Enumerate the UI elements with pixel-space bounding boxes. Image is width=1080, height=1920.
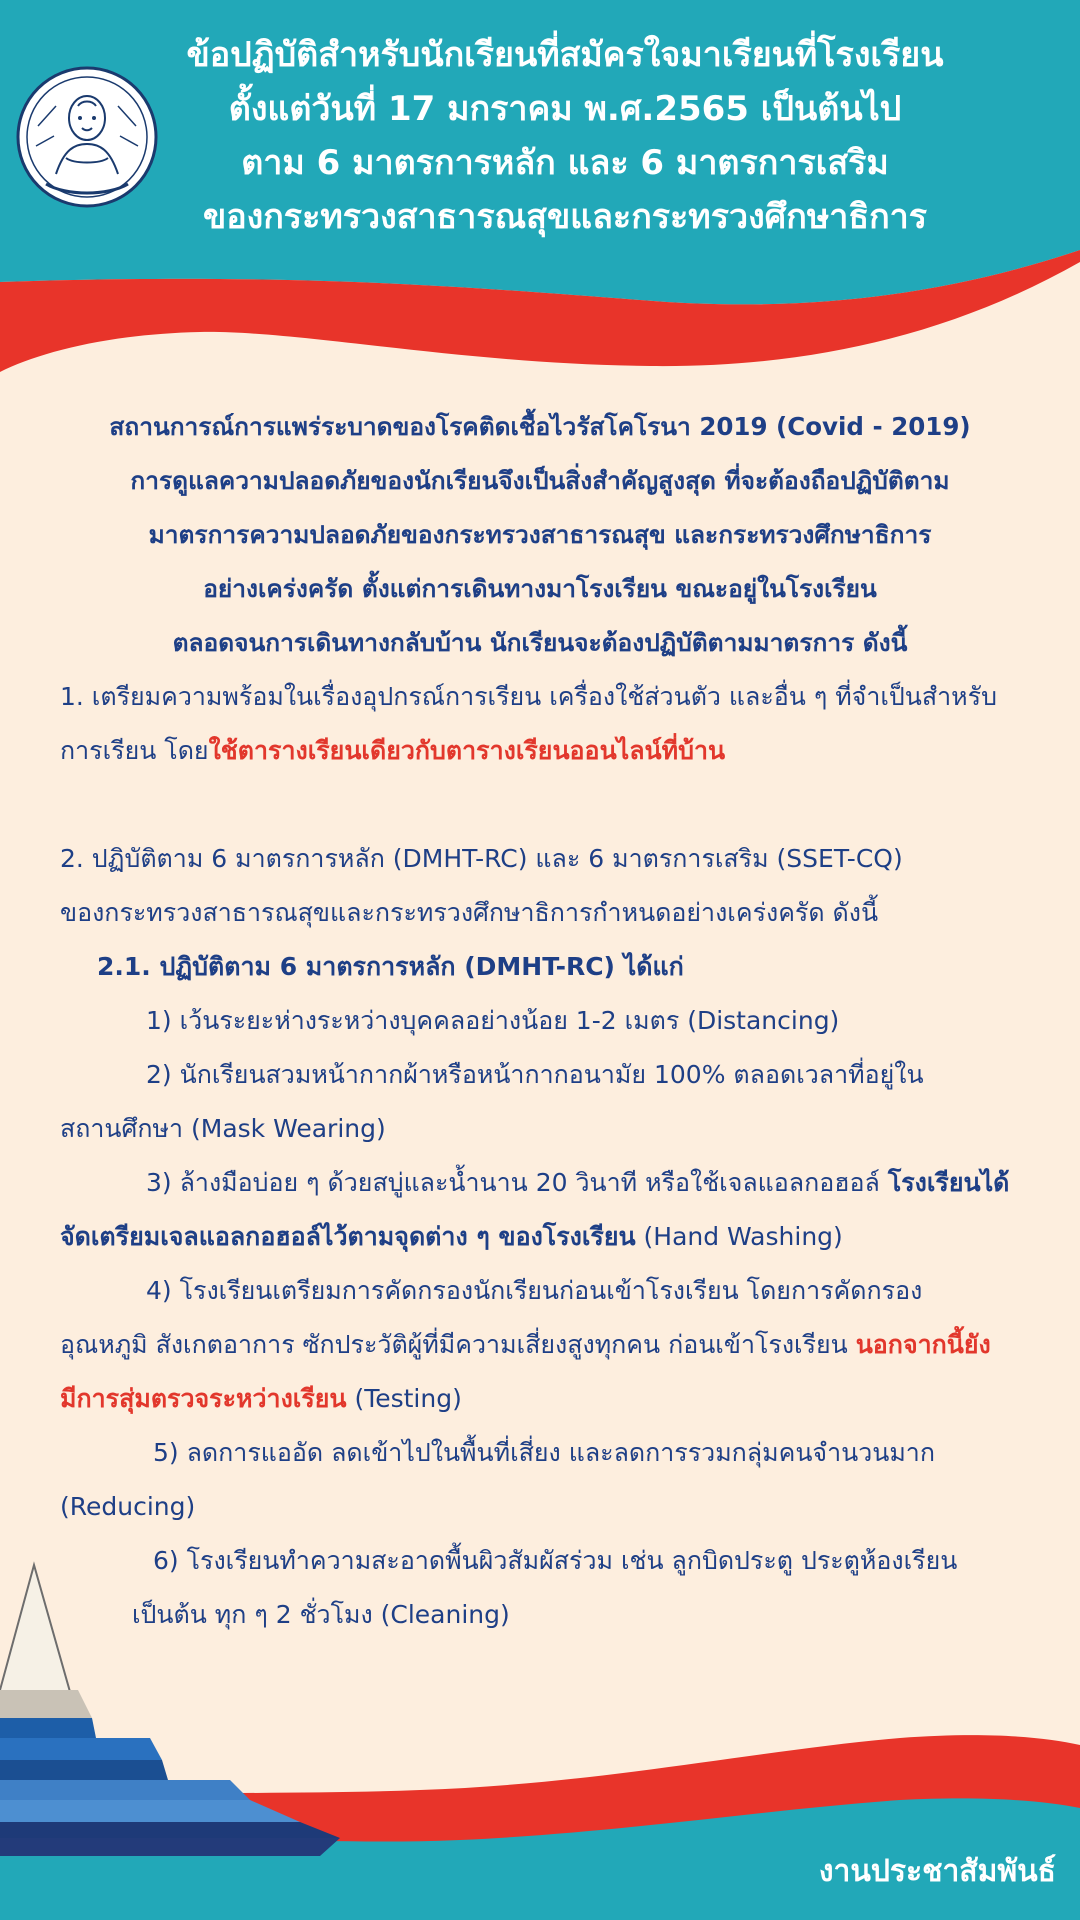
measure-4-line [60, 1372, 1020, 1426]
item-2-line: ของกระทรวงสาธารณสุขและกระทรวงศึกษาธิการกำหนดอย่างเคร่งครัด ดังนี้ [60, 898, 879, 927]
measure-6-line: เป็นต้น ทุก ๆ 2 ชั่วโมง (Cleaning) [132, 1600, 510, 1629]
item-2-line: 2. ปฏิบัติตาม 6 มาตรการหลัก (DMHT-RC) และ 6 มาตรการเสริม (SSET-CQ) [60, 844, 903, 873]
item-1-prefix: การเรียน โดย [60, 736, 209, 765]
item-1-line [60, 724, 1020, 778]
measure-3-text: 3) ล้างมือบ่อย ๆ ด้วยสบู่และน้ำนาน 20 วินาที หรือใช้เจลแอลกอฮอล์ [146, 1168, 888, 1197]
measure-2-line: สถานศึกษา (Mask Wearing) [60, 1114, 386, 1143]
measure-4-highlight: นอกจากนี้ยัง [855, 1330, 991, 1359]
item-1-highlight: ใช้ตารางเรียนเดียวกับตารางเรียนออนไลน์ที่บ้าน [208, 736, 726, 765]
measure-2-line: 2) นักเรียนสวมหน้ากากผ้าหรือหน้ากากอนามัย 100% ตลอดเวลาที่อยู่ใน [146, 1060, 924, 1089]
measure-4-line: 4) โรงเรียนเตรียมการคัดกรองนักเรียนก่อนเข้าโรงเรียน โดยการคัดกรอง [146, 1276, 923, 1305]
measure-5-line: (Reducing) [60, 1492, 196, 1521]
measure-5-line: 5) ลดการแออัด ลดเข้าไปในพื้นที่เสี่ยง และลดการรวมกลุ่มคนจำนวนมาก [153, 1438, 935, 1467]
measure-6-line: 6) โรงเรียนทำความสะอาดพื้นผิวสัมผัสร่วม เช่น ลูกบิดประตู ประตูห้องเรียน [153, 1546, 958, 1575]
school-logo [16, 66, 158, 208]
content-body [60, 400, 1020, 1642]
intro-line: สถานการณ์การแพร่ระบาดของโรคติดเชื้อไวรัสโคโรนา 2019 (Covid - 2019) [109, 412, 971, 441]
measure-4-line [60, 1318, 1020, 1372]
intro-line: ตลอดจนการเดินทางกลับบ้าน นักเรียนจะต้องปฏิบัติตามมาตรการ ดังนี้ [172, 628, 908, 657]
item-1-line: 1. เตรียมความพร้อมในเรื่องอุปกรณ์การเรียน เครื่องใช้ส่วนตัว และอื่น ๆ ที่จำเป็นสำหรับ [60, 682, 997, 711]
measure-4-text: อุณหภูมิ สังเกตอาการ ซักประวัติผู้ที่มีความเสี่ยงสูงทุกคน ก่อนเข้าโรงเรียน [60, 1330, 856, 1359]
measure-3-text: (Hand Washing) [635, 1222, 843, 1251]
measure-4-highlight: มีการสุ่มตรวจระหว่างเรียน [60, 1384, 347, 1413]
header-title-line: ตาม 6 มาตรการหลัก และ 6 มาตรการเสริม [241, 143, 889, 183]
measure-4-text: (Testing) [346, 1384, 462, 1413]
measure-3-line [60, 1210, 1020, 1264]
measure-3-bold: โรงเรียนได้ [887, 1168, 1010, 1197]
header-title-line: ตั้งแต่วันที่ 17 มกราคม พ.ศ.2565 เป็นต้นไป [228, 89, 902, 129]
spacer [60, 778, 1020, 832]
header-title-line: ของกระทรวงสาธารณสุขและกระทรวงศึกษาธิการ [202, 197, 928, 237]
measure-3-line [60, 1156, 1020, 1210]
footer-label: งานประชาสัมพันธ์ [818, 1854, 1056, 1889]
measure-1: 1) เว้นระยะห่างระหว่างบุคคลอย่างน้อย 1-2 เมตร (Distancing) [146, 1006, 840, 1035]
intro-line: มาตรการความปลอดภัยของกระทรวงสาธารณสุข และกระทรวงศึกษาธิการ [148, 520, 932, 549]
intro-line: การดูแลความปลอดภัยของนักเรียนจึงเป็นสิ่งสำคัญสูงสุด ที่จะต้องถือปฏิบัติตาม [130, 466, 950, 495]
item-2-subheading: 2.1. ปฏิบัติตาม 6 มาตรการหลัก (DMHT-RC) ได้แก่ [97, 952, 684, 981]
intro-line: อย่างเคร่งครัด ตั้งแต่การเดินทางมาโรงเรียน ขณะอยู่ในโรงเรียน [203, 574, 877, 603]
measure-3-bold: จัดเตรียมเจลแอลกอฮอล์ไว้ตามจุดต่าง ๆ ของโรงเรียน [60, 1222, 636, 1251]
header-title-line: ข้อปฏิบัติสำหรับนักเรียนที่สมัครใจมาเรียนที่โรงเรียน [186, 35, 944, 75]
header-title [150, 28, 980, 244]
